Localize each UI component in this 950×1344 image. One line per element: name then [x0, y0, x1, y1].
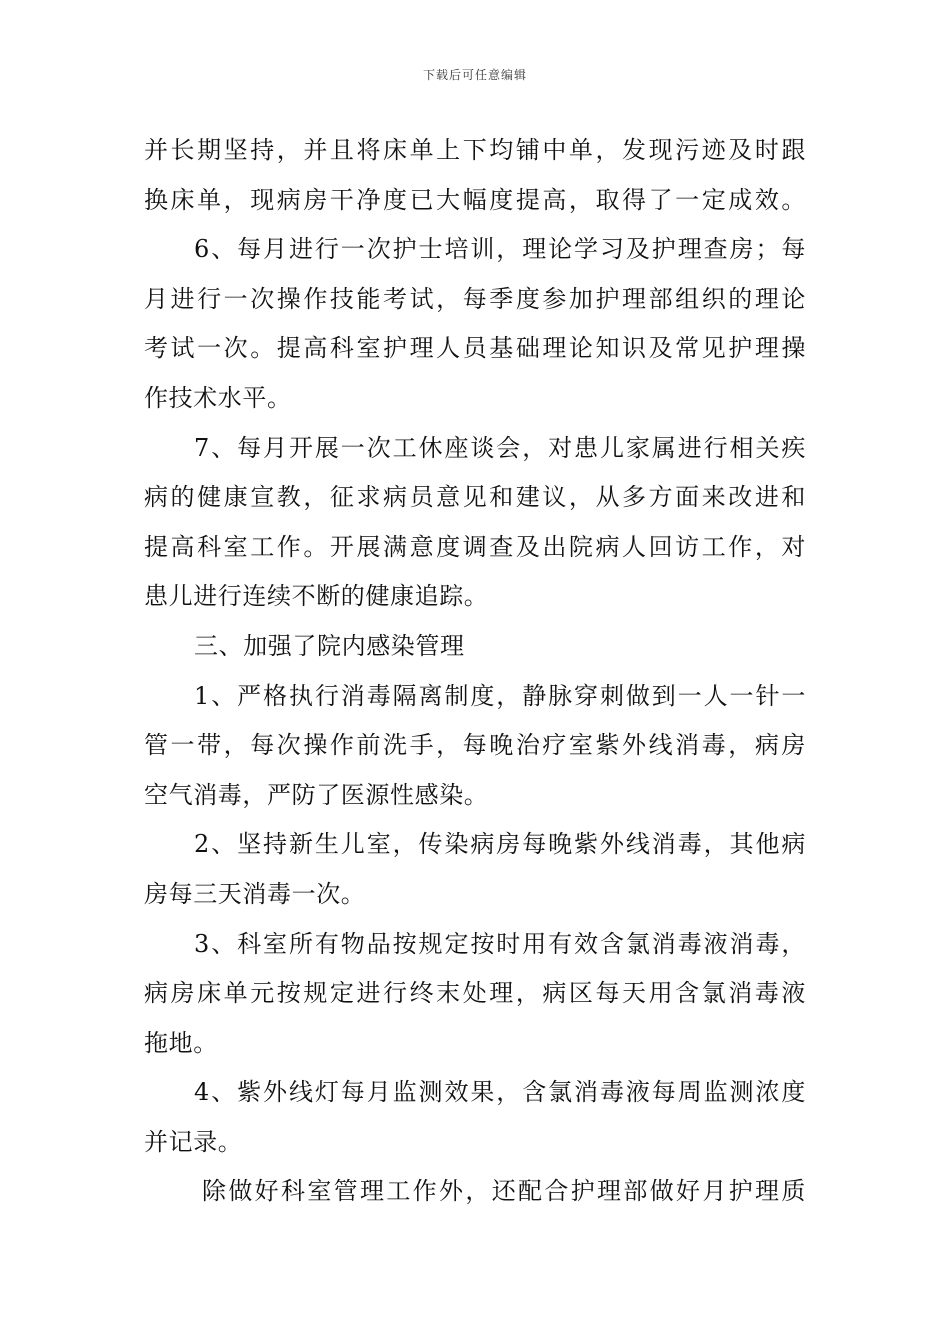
text-line: 1、严格执行消毒隔离制度，静脉穿刺做到一人一针一	[194, 681, 806, 710]
text-line: 换床单，现病房干净度已大幅度提高，取得了一定成效。	[144, 185, 806, 214]
text-line: 患儿进行连续不断的健康追踪。	[144, 582, 489, 611]
document-body	[144, 126, 806, 1217]
text-line: 除做好科室管理工作外，还配合护理部做好月护理质	[202, 1177, 806, 1206]
text-line: 并记录。	[144, 1127, 243, 1156]
text-line: 提高科室工作。开展满意度调查及出院病人回访工作，对	[144, 532, 806, 561]
text-line: 月进行一次操作技能考试，每季度参加护理部组织的理论	[144, 284, 806, 313]
text-line: 病房床单元按规定进行终末处理，病区每天用含氯消毒液	[144, 979, 806, 1008]
text-line: 房每三天消毒一次。	[144, 879, 366, 908]
page-header: 下载后可任意编辑	[422, 68, 527, 82]
text-line: 拖地。	[144, 1028, 218, 1057]
text-line: 管一带，每次操作前洗手，每晚治疗室紫外线消毒，病房	[144, 731, 806, 760]
text-line: 空气消毒，严防了医源性感染。	[144, 780, 489, 809]
text-line: 并长期坚持，并且将床单上下均铺中单，发现污迹及时跟	[144, 136, 806, 164]
text-line: 4、紫外线灯每月监测效果，含氯消毒液每周监测浓度	[194, 1078, 806, 1107]
text-line: 6、每月进行一次护士培训，理论学习及护理查房；每	[194, 235, 806, 264]
text-line: 病的健康宣教，征求病员意见和建议，从多方面来改进和	[144, 483, 806, 512]
text-line: 2、坚持新生儿室，传染病房每晚紫外线消毒，其他病	[194, 830, 806, 859]
text-line: 考试一次。提高科室护理人员基础理论知识及常见护理操	[144, 334, 806, 363]
text-line: 作技术水平。	[144, 383, 292, 412]
text-line: 7、每月开展一次工休座谈会，对患儿家属进行相关疾	[194, 433, 806, 462]
section-heading: 三、加强了院内感染管理	[194, 631, 465, 660]
text-line: 3、科室所有物品按规定按时用有效含氯消毒液消毒，	[194, 929, 806, 958]
